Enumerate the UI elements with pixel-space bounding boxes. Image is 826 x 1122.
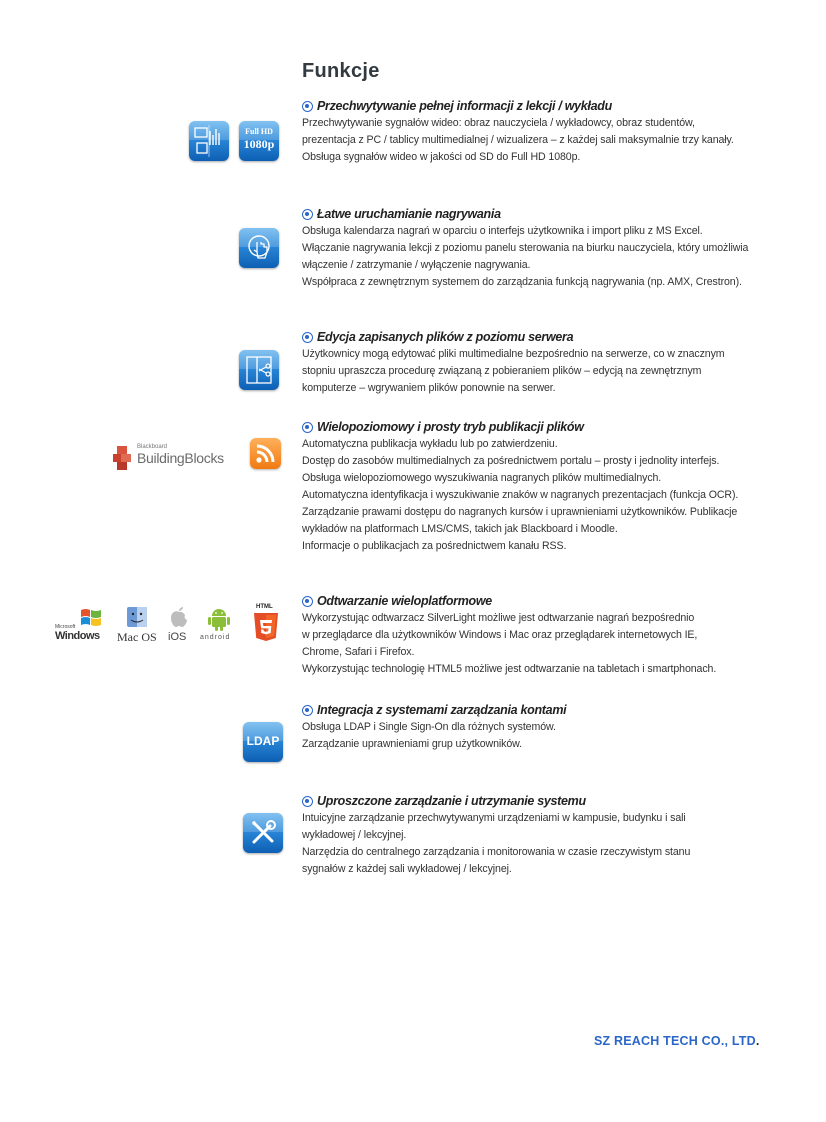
bullet-icon: [302, 596, 313, 607]
windows-flag-icon: [79, 606, 103, 628]
section-accounts: [302, 702, 802, 753]
building-blocks-label: BuildingBlocks: [137, 450, 224, 466]
section-recording: [302, 206, 802, 291]
section-editing: [302, 329, 802, 397]
ios-label: iOS: [168, 631, 187, 643]
full-hd-icon: [239, 121, 279, 161]
android-logo: [200, 606, 240, 646]
windows-logo: [55, 606, 105, 646]
tools-icon: [243, 813, 283, 853]
section-line: Zarządzanie uprawnieniami grup użytkowników.: [302, 738, 522, 750]
section-line: Użytkownicy mogą edytować pliki multimedialne bezpośrednio na serwerze, co w znacznym: [302, 348, 725, 360]
section-line: wykładowej / lekcyjnej.: [302, 829, 407, 841]
video-capture-icon: [189, 121, 229, 161]
section-line: prezentacja z PC / tablicy multimedialnej / wizualizera – z każdej sali maksymalnie trzy kanały.: [302, 134, 734, 146]
bullet-icon: [302, 796, 313, 807]
footer-dot: .: [755, 1034, 760, 1048]
section-heading: Przechwytywanie pełnej informacji z lekcji / wykładu: [317, 99, 612, 113]
section-line: Obsługa kalendarza nagrań w oparciu o interfejs użytkownika i import pliku z MS Excel.: [302, 225, 703, 237]
company-name: SZ REACH TECH CO., LTD: [594, 1034, 756, 1048]
android-label: android: [200, 634, 231, 641]
ldap-icon: [243, 722, 283, 762]
section-line: sygnałów z każdej sali wykładowej / lekcyjnej.: [302, 863, 512, 875]
ios-logo: [167, 606, 191, 646]
section-line: Automatyczna identyfikacja i wyszukiwanie znaków w nagranych prezentacjach (funkcja OCR).: [302, 489, 739, 501]
resolution-label: 1080p: [243, 137, 275, 151]
section-line: Narzędzia do centralnego zarządzania i monitorowania w czasie rzeczywistym stanu: [302, 846, 691, 858]
section-playback: [302, 593, 802, 678]
section-line: Wykorzystując technologię HTML5 możliwe jest odtwarzanie na tabletach i smartphonach.: [302, 663, 717, 675]
section-heading: Odtwarzanie wieloplatformowe: [317, 594, 492, 608]
full-hd-label: Full HD: [245, 127, 273, 136]
section-line: wykładów na platformach LMS/CMS, takich jak Blackboard i Moodle.: [302, 523, 618, 535]
bullet-icon: [302, 332, 313, 343]
html-label: HTML: [256, 604, 273, 610]
section-line: w przeglądarce dla użytkowników Windows i Mac oraz przeglądarek internetowych IE,: [302, 629, 698, 641]
section-management: [302, 793, 802, 878]
bullet-icon: [302, 101, 313, 112]
section-line: Dostęp do zasobów multimedialnych za pośrednictwem portalu – prosty i jednolity interfejs.: [302, 455, 720, 467]
touch-start-icon: [239, 228, 279, 268]
section-capture: [302, 98, 802, 166]
ldap-label: LDAP: [246, 734, 280, 748]
section-line: Intuicyjne zarządzanie przechwytywanymi urządzeniami w kampusie, budynku i sali: [302, 812, 686, 824]
section-line: Wykorzystując odtwarzacz SilverLight możliwe jest odtwarzanie nagrań bezpośrednio: [302, 612, 695, 624]
blackboard-label: Blackboard: [137, 444, 168, 450]
section-line: stopniu upraszcza procedurę związaną z pobieraniem plików – edycją na zewnętrznym: [302, 365, 702, 377]
macos-logo: [117, 605, 159, 647]
android-robot-icon: [207, 606, 231, 632]
section-line: komputerze – wgrywaniem plików ponownie na serwer.: [302, 382, 556, 394]
section-line: Informacje o publikacjach za pośrednictwem kanału RSS.: [302, 540, 567, 552]
section-line: Przechwytywanie sygnałów wideo: obraz nauczyciela / wykładowcy, obraz studentów,: [302, 117, 695, 129]
scissors-edit-icon: [239, 350, 279, 390]
finder-face-icon: [125, 605, 149, 629]
section-heading: Uproszczone zarządzanie i utrzymanie systemu: [317, 794, 586, 808]
building-blocks-icon: [111, 444, 135, 472]
apple-icon: [169, 606, 189, 628]
section-heading: Łatwe uruchamianie nagrywania: [317, 207, 501, 221]
section-heading: Integracja z systemami zarządzania kontami: [317, 703, 567, 717]
section-line: Obsługa LDAP i Single Sign-On dla różnych systemów.: [302, 721, 556, 733]
microsoft-label: Microsoft: [55, 624, 76, 630]
section-heading: Edycja zapisanych plików z poziomu serwera: [317, 330, 574, 344]
html5-shield-icon: [252, 612, 280, 644]
page-title: Funkcje: [302, 60, 380, 82]
section-line: Włączanie nagrywania lekcji z poziomu panelu sterowania na biurku nauczyciela, który umożliwia: [302, 242, 749, 254]
section-line: Obsługa wielopoziomowego wyszukiwania nagranych plików multimedialnych.: [302, 472, 662, 484]
section-line: włączenie / zatrzymanie / wyłączenie nagrywania.: [302, 259, 531, 271]
macos-label: Mac OS: [117, 630, 157, 644]
html5-logo: [252, 604, 282, 646]
windows-label: Windows: [55, 630, 100, 642]
company-footer: [594, 1034, 760, 1048]
section-line: Obsługa sygnałów wideo w jakości od SD do Full HD 1080p.: [302, 151, 581, 163]
section-line: Zarządzanie prawami dostępu do nagranych kursów i uprawnieniami użytkowników. Publikacje: [302, 506, 738, 518]
section-line: Automatyczna publikacja wykładu lub po zatwierdzeniu.: [302, 438, 558, 450]
rss-icon: [250, 438, 281, 469]
blackboard-logo: [111, 442, 241, 472]
bullet-icon: [302, 209, 313, 220]
section-heading: Wielopoziomowy i prosty tryb publikacji plików: [317, 420, 584, 434]
bullet-icon: [302, 705, 313, 716]
section-publishing: [302, 419, 802, 555]
section-line: Chrome, Safari i Firefox.: [302, 646, 415, 658]
bullet-icon: [302, 422, 313, 433]
section-line: Współpraca z zewnętrznym systemem do zarządzania funkcją nagrywania (np. AMX, Crestron).: [302, 276, 742, 288]
